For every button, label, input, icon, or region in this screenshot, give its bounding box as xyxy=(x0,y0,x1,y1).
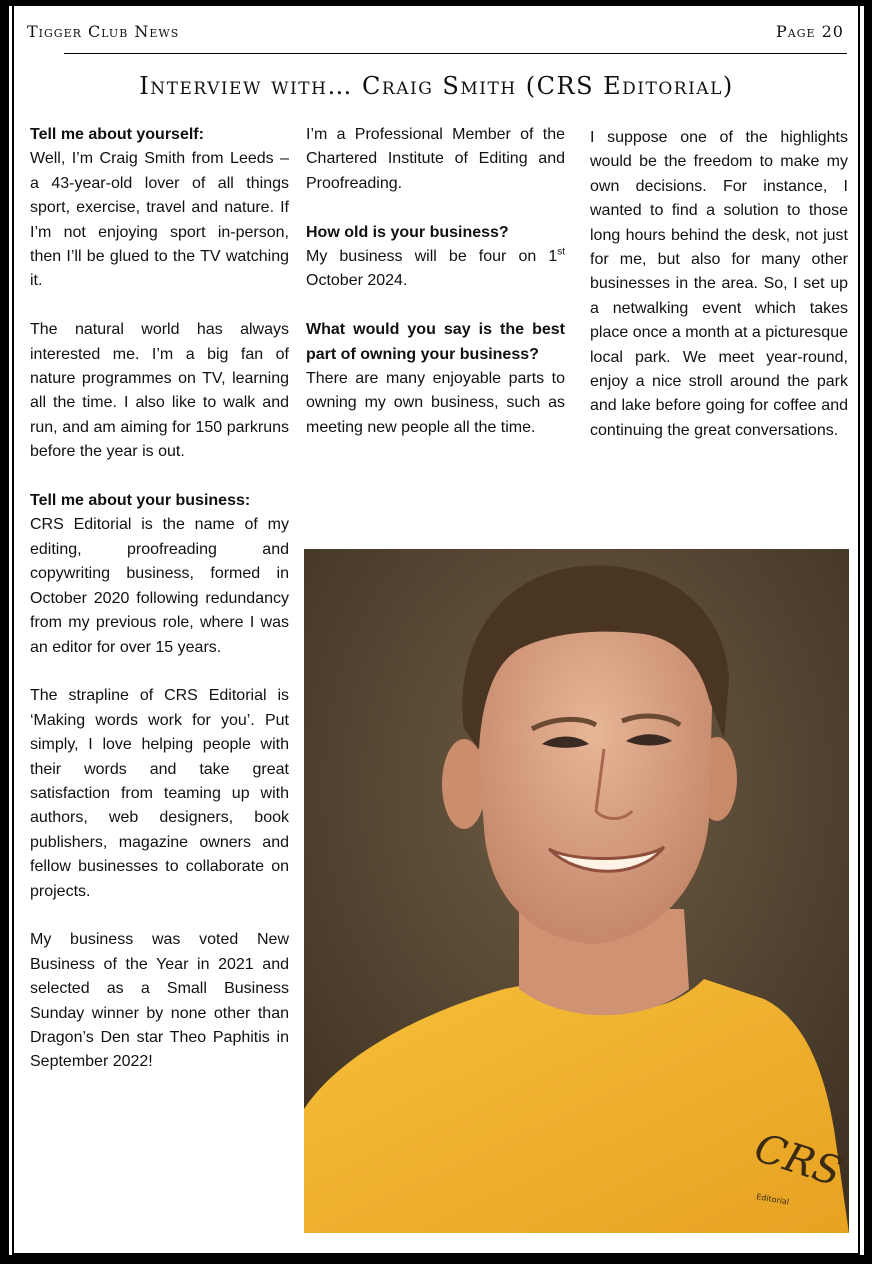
answer-paragraph: I suppose one of the highlights would be the freedom to make my own decisions. For instance, I wanted to find a solution to those long hours behind the desk, not just for me, but also for many other businesses in the area. So, I set up a netwalking event which takes place once a month at a picturesque local park. We meet year-round, enjoy a nice stroll around the park and lake before going for coffee and continuing the great conversations. xyxy=(590,129,848,439)
border-left xyxy=(12,6,14,1255)
answer-paragraph: The strapline of CRS Editorial is ‘Making words work for you’. Put simply, I love helping people with their words and take great satisfaction from teaming up with authors, web designers, book publishers, magazine owners and fellow businesses to collaborate on projects. xyxy=(30,687,289,900)
answer-paragraph: The natural world has always interested me. I’m a big fan of nature programmes on TV, learning all the time. I also like to walk and run, and am aiming for 150 parkruns before the year is out. xyxy=(30,321,289,461)
column-3 xyxy=(590,126,848,443)
answer-paragraph: CRS Editorial is the name of my editing, proofreading and copywriting business, formed in October 2020 following redundancy from my previous role, where I was an editor for over 15 years. xyxy=(30,516,289,656)
column-1 xyxy=(30,123,289,1075)
border-right xyxy=(858,6,860,1255)
column-2 xyxy=(306,123,565,440)
answer-paragraph: I’m a Professional Member of the Chartered Institute of Editing and Proofreading. xyxy=(306,126,565,192)
border-bottom xyxy=(12,1253,860,1255)
publication-name: Tigger Club News xyxy=(27,22,180,41)
answer-paragraph: There are many enjoyable parts to owning my own business, such as meeting new people all the time. xyxy=(306,370,565,436)
question-business-age: How old is your business? xyxy=(306,223,509,241)
answer-text: October 2024. xyxy=(306,272,408,290)
answer-paragraph xyxy=(306,245,565,294)
answer-paragraph: Well, I’m Craig Smith from Leeds – a 43-year-old lover of all things sport, exercise, travel and nature. If I’m not enjoying sport in-person, then I’ll be glued to the TV watching it. xyxy=(30,150,289,290)
page-number: Page 20 xyxy=(776,22,844,41)
newsletter-page xyxy=(9,6,864,1255)
ordinal-suffix: st xyxy=(557,246,565,258)
question-about-business: Tell me about your business: xyxy=(30,492,251,510)
answer-paragraph: My business was voted New Business of the Year in 2021 and selected as a Small Business Sunday winner by none other than Dragon’s Den star Theo Paphitis in September 2022! xyxy=(30,931,289,1071)
article-title: Interview with… Craig Smith (CRS Editorial) xyxy=(139,72,734,100)
header-divider xyxy=(64,53,847,54)
shirt-logo-subtext: Editorial xyxy=(755,1192,790,1207)
shirt-logo: CRS xyxy=(748,1124,847,1196)
question-about-yourself: Tell me about yourself: xyxy=(30,126,204,143)
answer-text: My business will be four on 1 xyxy=(306,248,558,266)
portrait-photo xyxy=(304,549,849,1233)
question-best-part: What would you say is the best part of owning your business? xyxy=(306,321,565,363)
